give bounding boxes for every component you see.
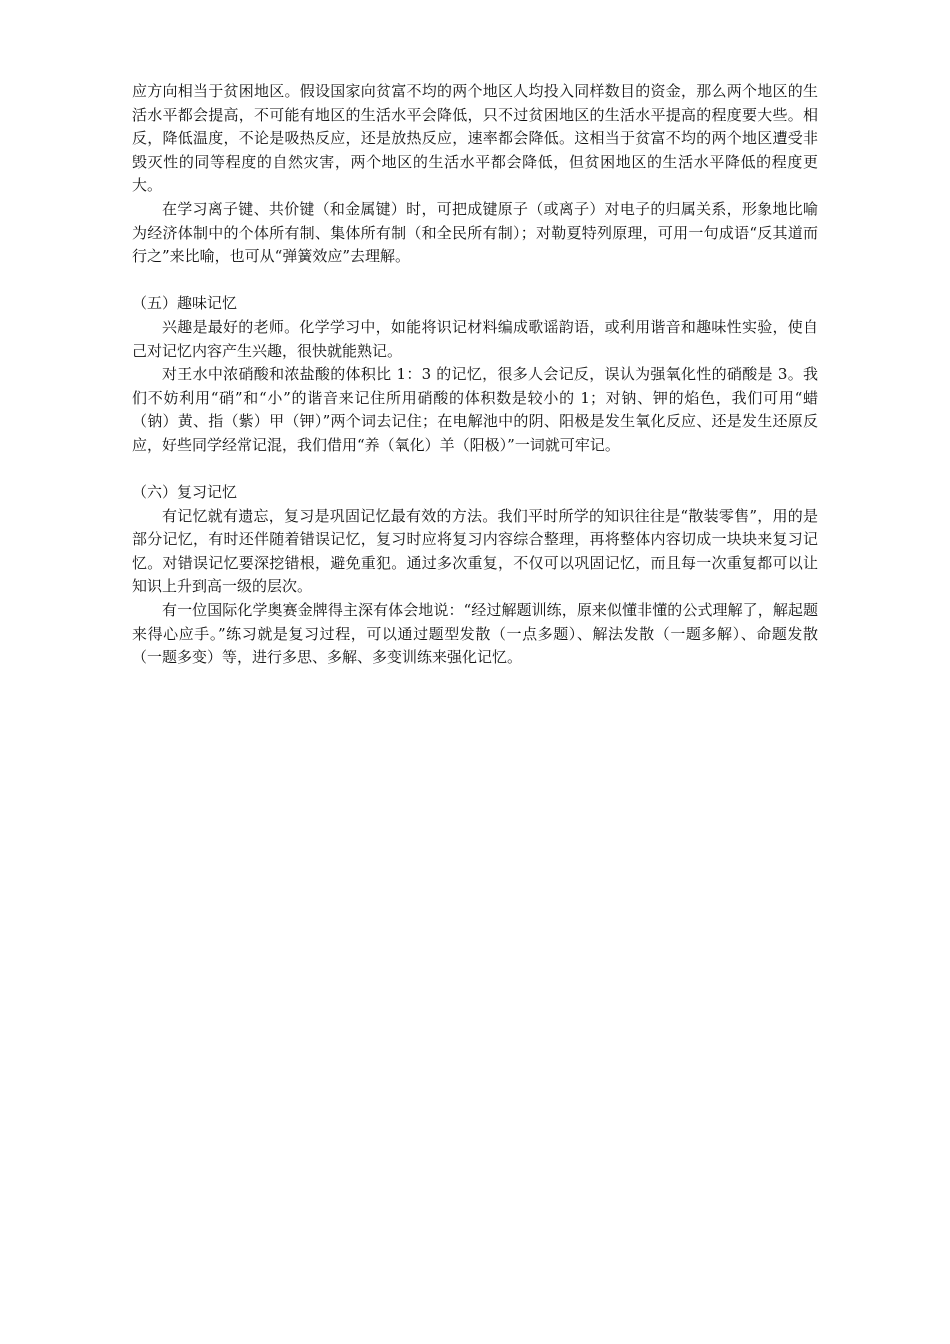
section-heading-review-memory: （六）复习记忆 (132, 483, 238, 502)
section-heading-fun-memory: （五）趣味记忆 (132, 294, 238, 313)
document-page (132, 80, 818, 670)
paragraph-aqua-regia: 对王水中浓硝酸和浓盐酸的体积比 1：3 的记忆，很多人会记反，误认为强氧化性的硝酸是 3。我们不妨利用“硝”和“小”的谐音来记住所用硝酸的体积数是较小的 1；对钠、钾的焰色，我们可用“蜡（钠）黄、指（紫）甲（钾）”两个词去记住；在电解池中的阴、阳极是发生氧化反应、还是发生还原反应，好些同学经常记混，我们借用“养（氧化）羊（阳极）”一词就可牢记。 (132, 365, 818, 454)
paragraph-bond-analogy: 在学习离子键、共价键（和金属键）时，可把成键原子（或离子）对电子的归属关系，形象地比喻为经济体制中的个体所有制、集体所有制（和全民所有制）；对勒夏特列原理，可用一句成语“反其道而行之”来比喻，也可从“弹簧效应”去理解。 (132, 199, 818, 266)
paragraph-review: 有记忆就有遗忘，复习是巩固记忆最有效的方法。我们平时所学的知识往往是“散装零售”，用的是部分记忆，有时还伴随着错误记忆，复习时应将复习内容综合整理，再将整体内容切成一块块来复习记忆。对错误记忆要深挖错根，避免重犯。通过多次重复，不仅可以巩固记忆，而且每一次重复都可以让知识上升到高一级的层次。 (132, 506, 818, 596)
paragraph-interest: 兴趣是最好的老师。化学学习中，如能将识记材料编成歌谣韵语，或利用谐音和趣味性实验，使自己对记忆内容产生兴趣，很快就能熟记。 (132, 317, 818, 360)
paragraph-olympiad: 有一位国际化学奥赛金牌得主深有体会地说：“经过解题训练，原来似懂非懂的公式理解了，解起题来得心应手。”练习就是复习过程，可以通过题型发散（一点多题）、解法发散（一题多解）、命题发散（一题多变）等，进行多思、多解、多变训练来强化记忆。 (132, 601, 818, 667)
paragraph-continuation: 应方向相当于贫困地区。假设国家向贫富不均的两个地区人均投入同样数目的资金，那么两个地区的生活水平都会提高，不可能有地区的生活水平会降低，只不过贫困地区的生活水平提高的程度要大些。相反，降低温度，不论是吸热反应，还是放热反应，速率都会降低。这相当于贫富不均的两个地区遭受非毁灭性的同等程度的自然灾害，两个地区的生活水平都会降低，但贫困地区的生活水平降低的程度更大。 (132, 82, 818, 195)
